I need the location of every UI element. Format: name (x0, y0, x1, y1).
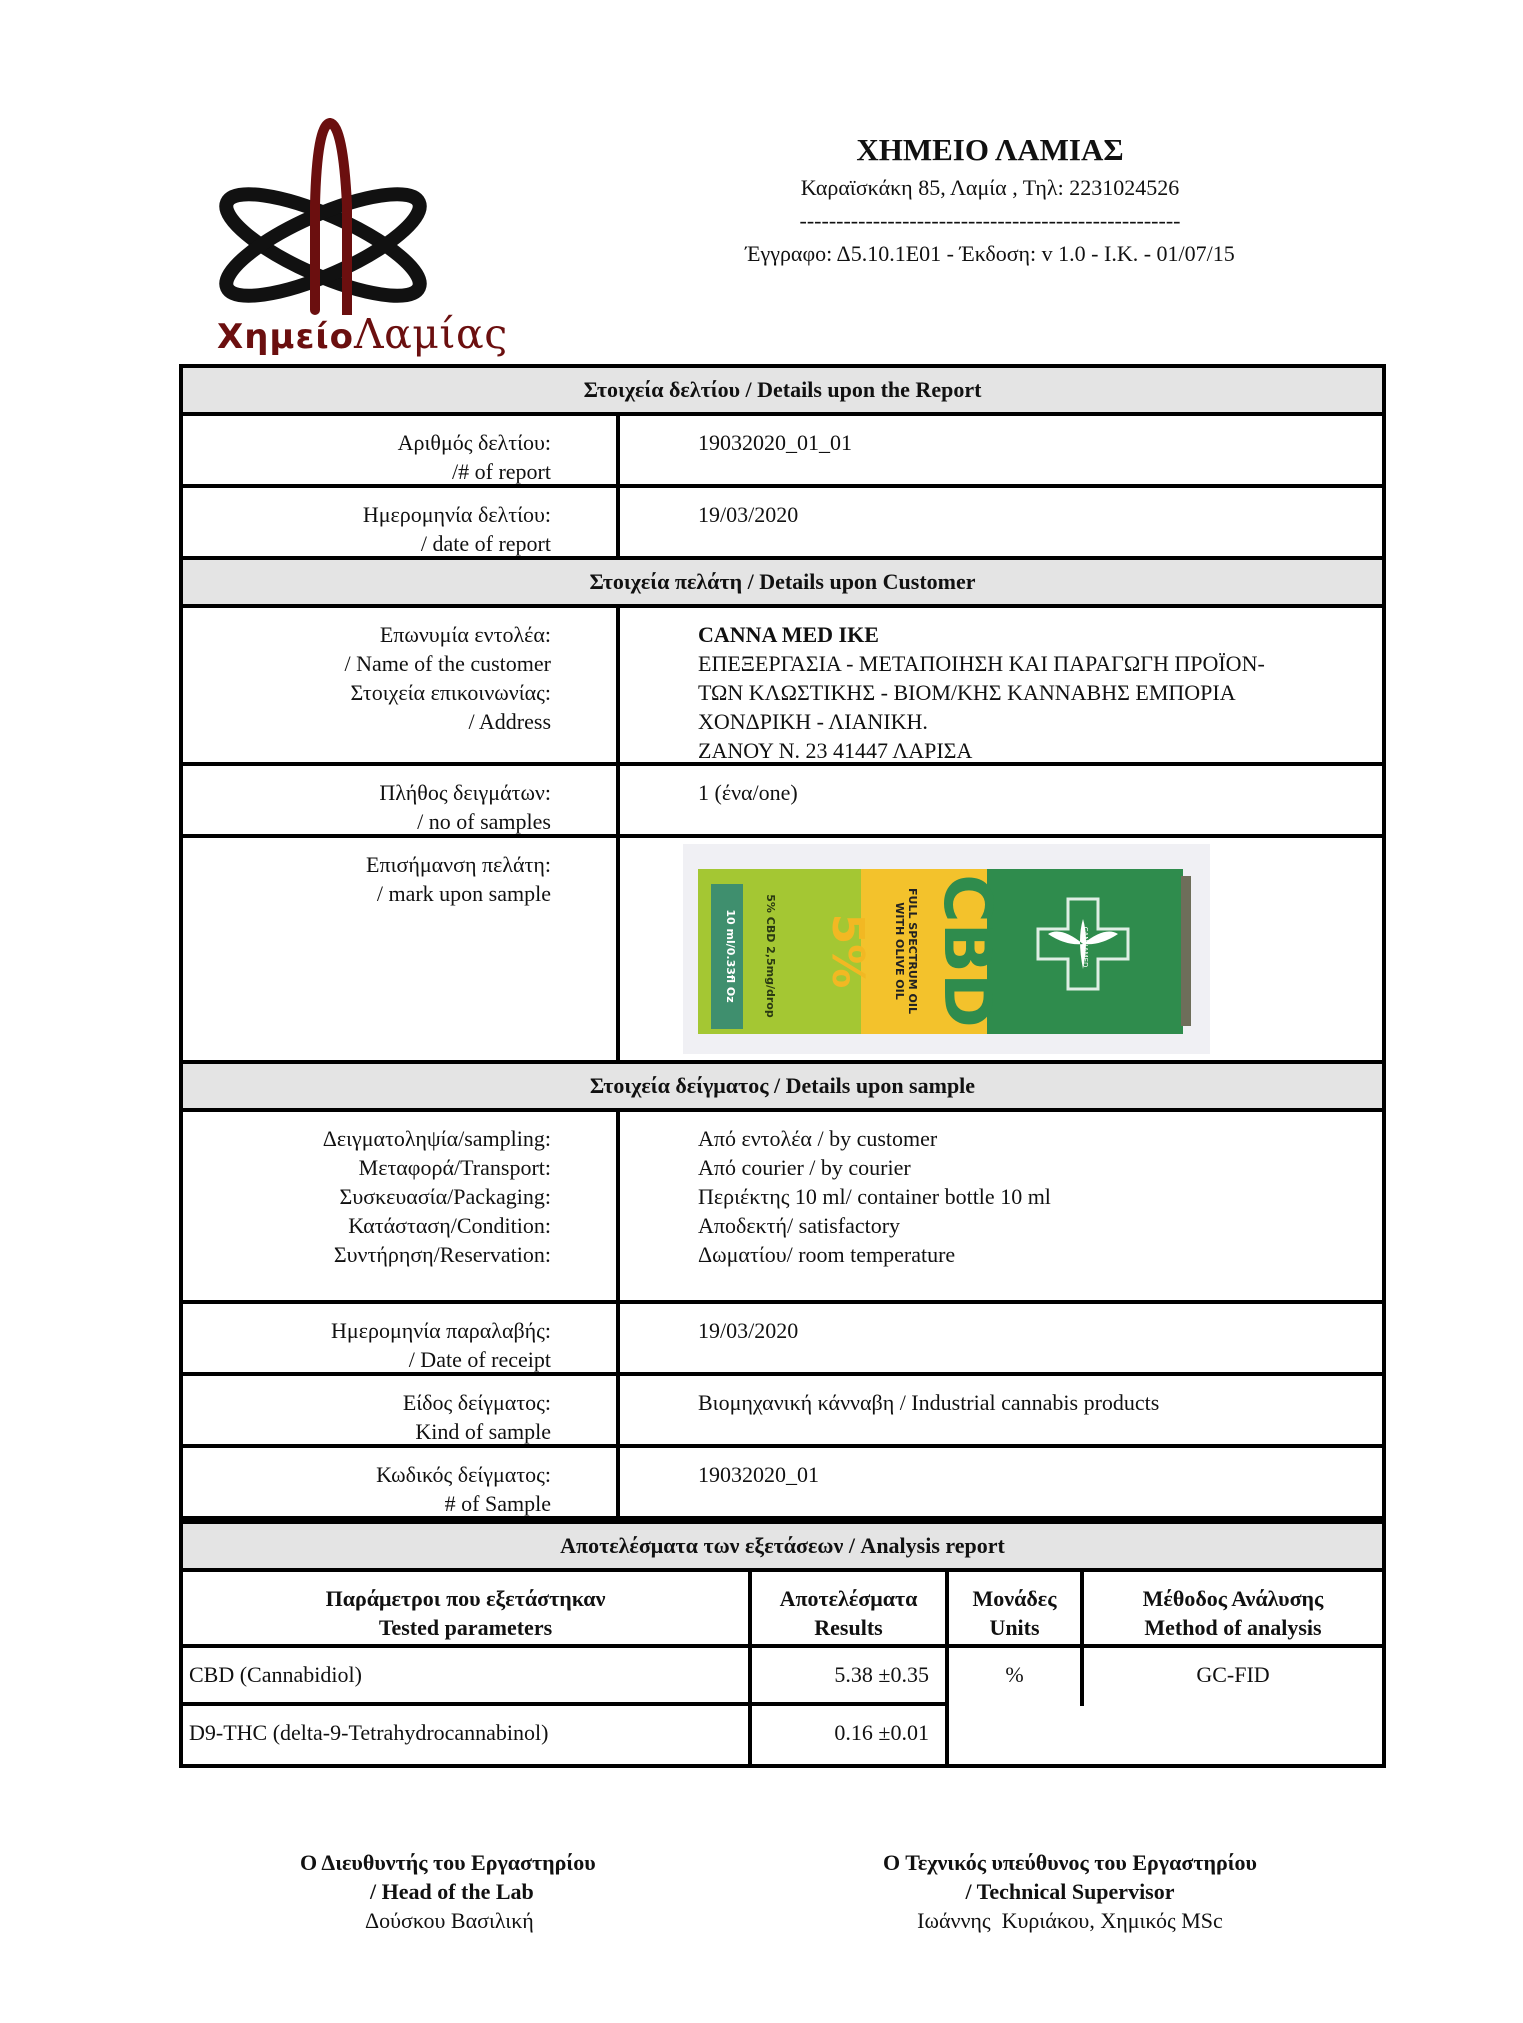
label-english: /# of report (452, 459, 551, 484)
column-header-method (1084, 1572, 1382, 1648)
parameter-cbd: CBD (Cannabidiol) (183, 1648, 752, 1706)
section-report-details: Στοιχεία δελτίου / Details upon the Report (183, 368, 1382, 416)
table-row (183, 488, 1382, 560)
label-greek: Ημερομηνία δελτίου: (362, 502, 551, 527)
box-percent-text: 5% (822, 913, 873, 989)
column-header-parameters (183, 1572, 752, 1648)
signature-head-of-lab (300, 1848, 680, 1935)
receipt-date: 19/03/2020 (698, 1318, 799, 1343)
label-english: # of Sample (444, 1491, 551, 1516)
value-line: Δωματίου/ room temperature (698, 1242, 956, 1267)
report-date: 19/03/2020 (698, 502, 799, 527)
box-volume-text: 10 ml/0.33fl Oz (724, 909, 737, 1003)
label-english: / mark upon sample (376, 881, 551, 906)
customer-name: CANNA MED IKE (698, 622, 879, 647)
label-english: / date of report (420, 531, 551, 556)
signature-name: Δούσκου Βασιλική (365, 1908, 534, 1933)
label-line: Μεταφορά/Transport: (358, 1155, 551, 1180)
column-header-gr: Μέθοδος Ανάλυσης (1142, 1586, 1324, 1611)
logo-icon (205, 115, 505, 315)
method-cell: GC-FID (1196, 1662, 1270, 1687)
parameter-thc: D9-THC (delta-9-Tetrahydrocannabinol) (183, 1706, 752, 1764)
section-sample-details: Στοιχεία δείγματος / Details upon sample (183, 1060, 1382, 1112)
table-row (183, 608, 1382, 766)
table-row (183, 766, 1382, 838)
table-row (183, 1376, 1382, 1448)
column-header-en: Units (989, 1615, 1040, 1640)
result-cbd: 5.38 ±0.35 (752, 1648, 949, 1706)
value-line: Περιέκτης 10 ml/ container bottle 10 ml (698, 1184, 1051, 1209)
row-label (183, 1304, 620, 1372)
signature-title-en: / Head of the Lab (370, 1879, 534, 1904)
value-line: Αποδεκτή/ satisfactory (698, 1213, 901, 1238)
customer-line: ΖΑΝΟΥ Ν. 23 41447 ΛΑΡΙΣΑ (698, 738, 973, 763)
units-cell: % (949, 1648, 1084, 1706)
lab-address: Καραϊσκάκη 85, Λαμία , Τηλ: 2231024526 (800, 175, 1180, 200)
report-number: 19032020_01_01 (698, 430, 852, 455)
label-greek: Είδος δείγματος: (402, 1390, 551, 1415)
row-label (183, 766, 620, 834)
column-header-results (752, 1572, 949, 1648)
label-english: Kind of sample (415, 1419, 551, 1444)
column-header-en: Method of analysis (1144, 1615, 1322, 1640)
lab-logo (205, 115, 508, 365)
customer-line: ΧΟΝΔΡΙΚΗ - ΛΙΑΝΙΚΗ. (698, 709, 928, 734)
label-greek: Ημερομηνία παραλαβής: (331, 1318, 551, 1343)
sample-count: 1 (ένα/one) (698, 780, 798, 805)
lab-info (680, 130, 1300, 272)
signature-technical-supervisor (850, 1848, 1290, 1935)
label-english: / no of samples (417, 809, 551, 834)
row-label (183, 608, 620, 762)
sample-kind: Βιομηχανική κάνναβη / Industrial cannabis products (698, 1390, 1160, 1415)
table-row (183, 1112, 1382, 1304)
row-label (183, 838, 620, 1060)
column-header-en: Tested parameters (378, 1615, 553, 1640)
label-line: / Name of the customer (344, 651, 551, 676)
customer-line: ΕΠΕΞΕΡΓΑΣΙΑ - ΜΕΤΑΠΟΙΗΣΗ ΚΑΙ ΠΑΡΑΓΩΓΗ ΠΡΟΪΟΝ- (698, 651, 1265, 676)
analysis-table (183, 1572, 1382, 1764)
table-row (183, 1448, 1382, 1520)
sample-handling-values (620, 1112, 1382, 1300)
document-reference: Έγγραφο: Δ5.10.1Ε01 - Έκδοση: v 1.0 - Ι.Κ. - 01/07/15 (745, 241, 1235, 266)
table-row (183, 838, 1382, 1060)
result-thc: 0.16 ±0.01 (752, 1706, 949, 1764)
label-line: Κατάσταση/Condition: (348, 1213, 551, 1238)
sample-code: 19032020_01 (698, 1462, 819, 1487)
row-label (183, 1448, 620, 1516)
column-header-gr: Αποτελέσματα (779, 1586, 918, 1611)
sample-mark-cell (620, 838, 1382, 1060)
signature-title-en: / Technical Supervisor (965, 1879, 1175, 1904)
label-line: / Address (468, 709, 551, 734)
column-header-gr: Μονάδες (972, 1586, 1057, 1611)
label-greek: Αριθμός δελτίου: (397, 430, 551, 455)
customer-info (620, 608, 1382, 762)
box-end-cap (1181, 876, 1191, 1026)
signature-title-gr: Ο Τεχνικός υπεύθυνος του Εργαστηρίου (883, 1850, 1257, 1875)
logo-text-thin: Λαμίας (353, 310, 508, 358)
customer-line: ΤΩΝ ΚΛΩΣΤΙΚΗΣ - ΒΙΟΜ/ΚΗΣ ΚΑΝΝΑΒΗΣ ΕΜΠΟΡΙΑ (698, 680, 1236, 705)
value-line: Από courier / by courier (698, 1155, 911, 1180)
box-cbd-text: CBD (929, 874, 1006, 1028)
label-line: Στοιχεία επικοινωνίας: (350, 680, 551, 705)
signature-title-gr: Ο Διευθυντής του Εργαστηρίου (300, 1850, 596, 1875)
logo-text-bold: Χημείο (217, 317, 354, 357)
column-header-en: Results (814, 1615, 883, 1640)
table-row (183, 416, 1382, 488)
lab-title: ΧΗΜΕΙΟ ΛΑΜΙΑΣ (856, 132, 1124, 167)
label-line: Επωνυμία εντολέα: (379, 622, 551, 647)
signature-name: Ιωάννης Κυριάκου, Χημικός MSc (917, 1908, 1223, 1933)
logo-text (217, 310, 508, 358)
row-label (183, 488, 620, 556)
row-label (183, 1376, 620, 1444)
label-line: Συσκευασία/Packaging: (339, 1184, 551, 1209)
box-subtitle-1: FULL SPECTRUM OIL (906, 887, 919, 1015)
label-greek: Πλήθος δειγμάτων: (379, 780, 551, 805)
label-line: Συντήρηση/Reservation: (333, 1242, 551, 1267)
row-label (183, 416, 620, 484)
table-row (183, 1304, 1382, 1376)
label-greek: Επισήμανση πελάτη: (366, 852, 551, 877)
sample-photo (683, 844, 1210, 1054)
box-brand-text: CANNAMED (1081, 926, 1089, 968)
report-table (179, 364, 1386, 1768)
label-line: Δειγματοληψία/sampling: (322, 1126, 551, 1151)
section-customer-details: Στοιχεία πελάτη / Details upon Customer (183, 560, 1382, 608)
box-dose-text: 5% CBD 2,5mg/drop (764, 894, 777, 1018)
box-subtitle-2: WITH OLIVE OIL (893, 902, 906, 1000)
product-box-image (683, 844, 1210, 1054)
column-header-gr: Παράμετροι που εξετάστηκαν (325, 1586, 606, 1611)
label-greek: Κωδικός δείγματος: (376, 1462, 551, 1487)
value-line: Από εντολέα / by customer (698, 1126, 938, 1151)
row-label (183, 1112, 620, 1300)
header-separator: ---------------------------------------------------- (799, 208, 1181, 233)
label-english: / Date of receipt (408, 1347, 551, 1372)
column-header-units (949, 1572, 1084, 1648)
section-analysis: Αποτελέσματα των εξετάσεων / Analysis report (183, 1520, 1382, 1572)
